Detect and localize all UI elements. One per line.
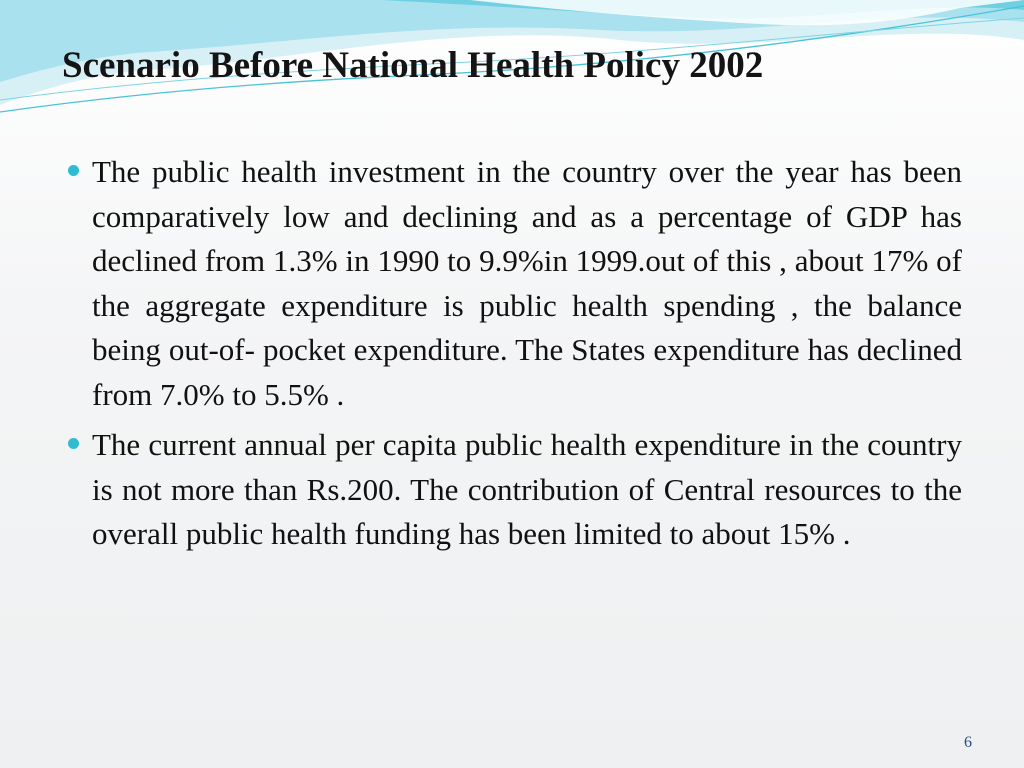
bullet-item: [62, 423, 962, 557]
bullet-text: The public health investment in the country over the year has been comparatively low and declining and as a percentage of GDP has declined from 1.3% in 1990 to 9.9%in 1999.out of this , about 17% of the aggregate expenditure is public health spending , the balance being out-of- pocket expenditure. The States expenditure has declined from 7.0% to 5.5% .: [92, 154, 962, 412]
page-number: 6: [964, 734, 972, 751]
slide-title: Scenario Before National Health Policy 2002: [62, 45, 764, 86]
bullet-text: The current annual per capita public health expenditure in the country is not more than Rs.200. The contribution of Central resources to the overall public health funding has been limited to about 15% .: [92, 427, 962, 551]
bullet-list: [62, 150, 962, 563]
bullet-icon: [68, 438, 79, 449]
bullet-icon: [68, 165, 79, 176]
bullet-item: [62, 150, 962, 417]
